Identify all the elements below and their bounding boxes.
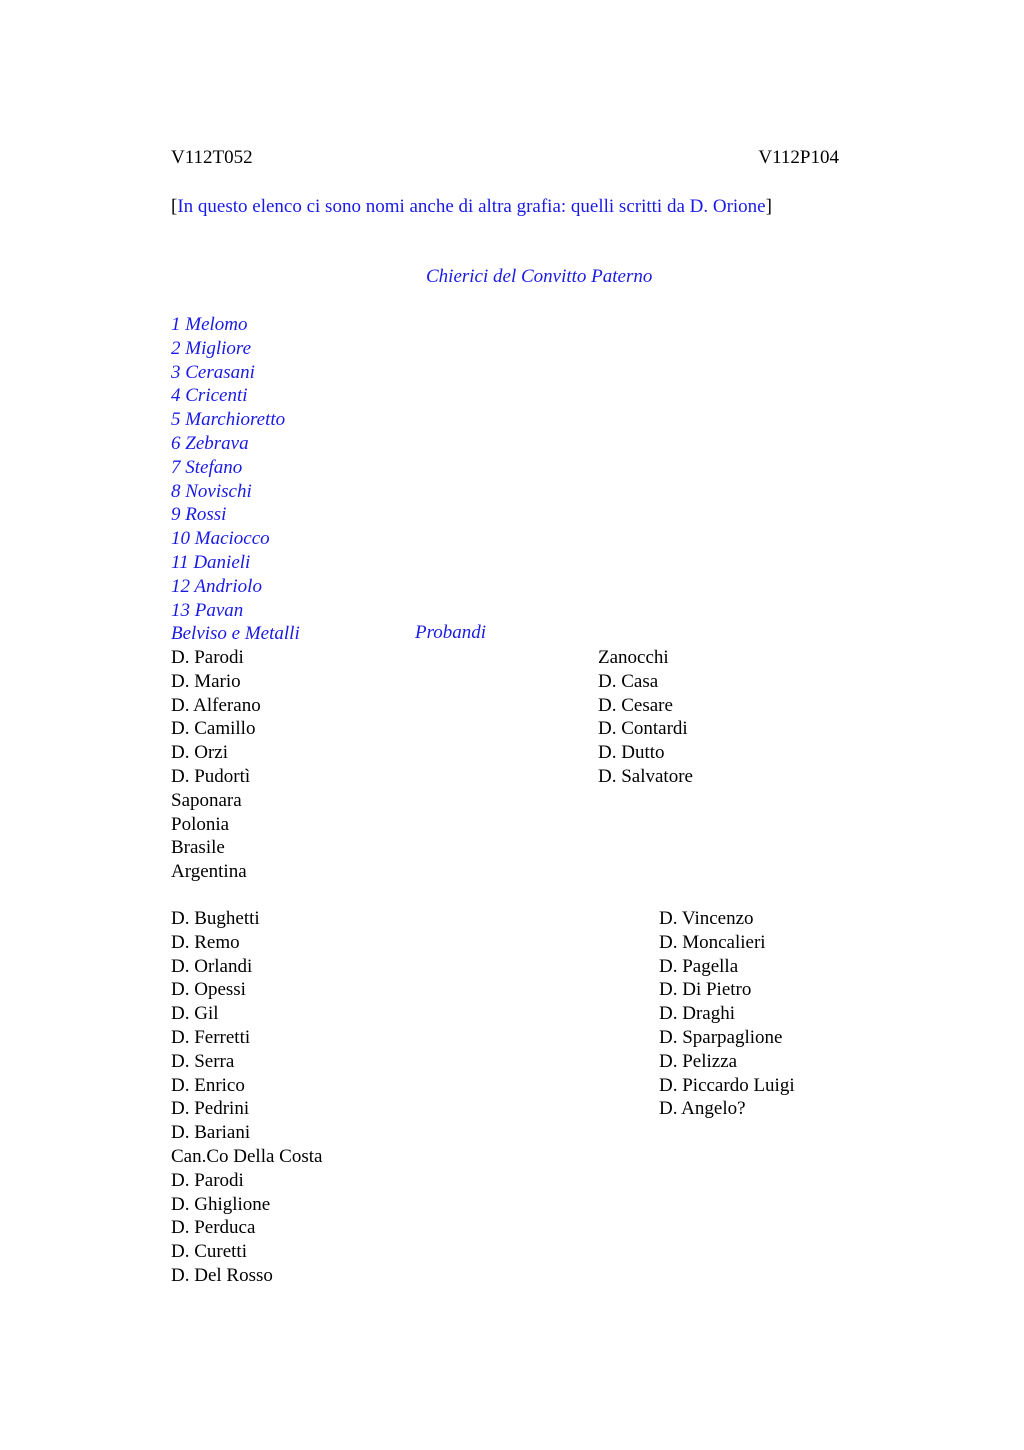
- list-item: 10 Maciocco: [171, 528, 270, 550]
- section-title: Chierici del Convitto Paterno: [426, 266, 653, 287]
- list-item: D. Sparpaglione: [659, 1026, 783, 1048]
- list-item: D. Pudortì: [171, 765, 251, 787]
- list-item: 8 Novischi: [171, 480, 252, 502]
- list-item: Saponara: [171, 789, 242, 811]
- list-item: D. Cesare: [598, 694, 673, 716]
- note-open-bracket: [: [171, 196, 178, 217]
- list-item: Polonia: [171, 813, 230, 835]
- list-item: D. Pelizza: [659, 1050, 738, 1072]
- list-item: 1 Melomo: [171, 314, 248, 335]
- editorial-note: [171, 196, 772, 218]
- list-item: D. Perduca: [171, 1217, 256, 1239]
- list-item: D. Alferano: [171, 694, 261, 716]
- list-item: D. Pagella: [659, 955, 739, 977]
- list-item: D. Enrico: [171, 1074, 245, 1096]
- list-item: D. Bughetti: [171, 908, 260, 929]
- list-item: D. Draghi: [659, 1003, 735, 1025]
- list-item: D. Pedrini: [171, 1098, 250, 1120]
- note-close-bracket: ]: [765, 196, 772, 217]
- group2-right-list: [659, 907, 795, 1121]
- document-code-left: V112T052: [171, 147, 253, 168]
- list-item: 7 Stefano: [171, 456, 243, 478]
- list-item: D. Opessi: [171, 979, 246, 1001]
- list-item: Brasile: [171, 837, 225, 859]
- list-item: 12 Andriolo: [171, 575, 262, 597]
- list-item: D. Dutto: [598, 742, 665, 764]
- list-item: D. Del Rosso: [171, 1264, 273, 1286]
- list-item: 5 Marchioretto: [171, 409, 286, 431]
- list-item: D. Di Pietro: [659, 979, 752, 1001]
- list-item: D. Camillo: [171, 718, 256, 740]
- list-item: D. Curetti: [171, 1241, 247, 1263]
- list-item: D. Piccardo Luigi: [659, 1074, 795, 1096]
- list-item: D. Gil: [171, 1003, 219, 1025]
- list-item: D. Angelo?: [659, 1098, 746, 1120]
- list-item: 9 Rossi: [171, 504, 227, 526]
- note-text: In questo elenco ci sono nomi anche di altra grafia: quelli scritti da D. Orione: [177, 196, 766, 217]
- list-item: 3 Cerasani: [171, 361, 255, 383]
- list-item: D. Vincenzo: [659, 908, 754, 929]
- list-item: D. Moncalieri: [659, 931, 766, 953]
- list-item: D. Serra: [171, 1050, 235, 1072]
- list-item: D. Parodi: [171, 647, 244, 668]
- list-item: D. Orzi: [171, 742, 228, 764]
- list-item: 6 Zebrava: [171, 432, 249, 454]
- list-item: D. Contardi: [598, 718, 688, 740]
- list-item: D. Parodi: [171, 1169, 244, 1191]
- document-code-right: V112P104: [758, 147, 839, 168]
- list-item: 2 Migliore: [171, 337, 252, 359]
- group2-left-list: [171, 907, 322, 1288]
- list-item: Can.Co Della Costa: [171, 1145, 323, 1167]
- list-item: D. Ferretti: [171, 1026, 251, 1048]
- list-item: D. Ghiglione: [171, 1193, 271, 1215]
- list-item: D. Remo: [171, 931, 240, 953]
- list-item: D. Casa: [598, 670, 659, 692]
- list-item: D. Mario: [171, 670, 241, 692]
- probandi-label: Probandi: [415, 622, 487, 643]
- group1-left-list: [171, 646, 261, 884]
- list-item: Zanocchi: [598, 647, 669, 668]
- list-item: 13 Pavan: [171, 599, 244, 621]
- list-item: Belviso e Metalli: [171, 623, 300, 645]
- list-item: 4 Cricenti: [171, 385, 248, 407]
- group1-right-list: [598, 646, 693, 789]
- list-item: D. Salvatore: [598, 765, 693, 787]
- list-item: Argentina: [171, 861, 247, 883]
- numbered-list: [171, 313, 300, 646]
- list-item: D. Orlandi: [171, 955, 253, 977]
- list-item: D. Bariani: [171, 1122, 251, 1144]
- list-item: 11 Danieli: [171, 551, 251, 573]
